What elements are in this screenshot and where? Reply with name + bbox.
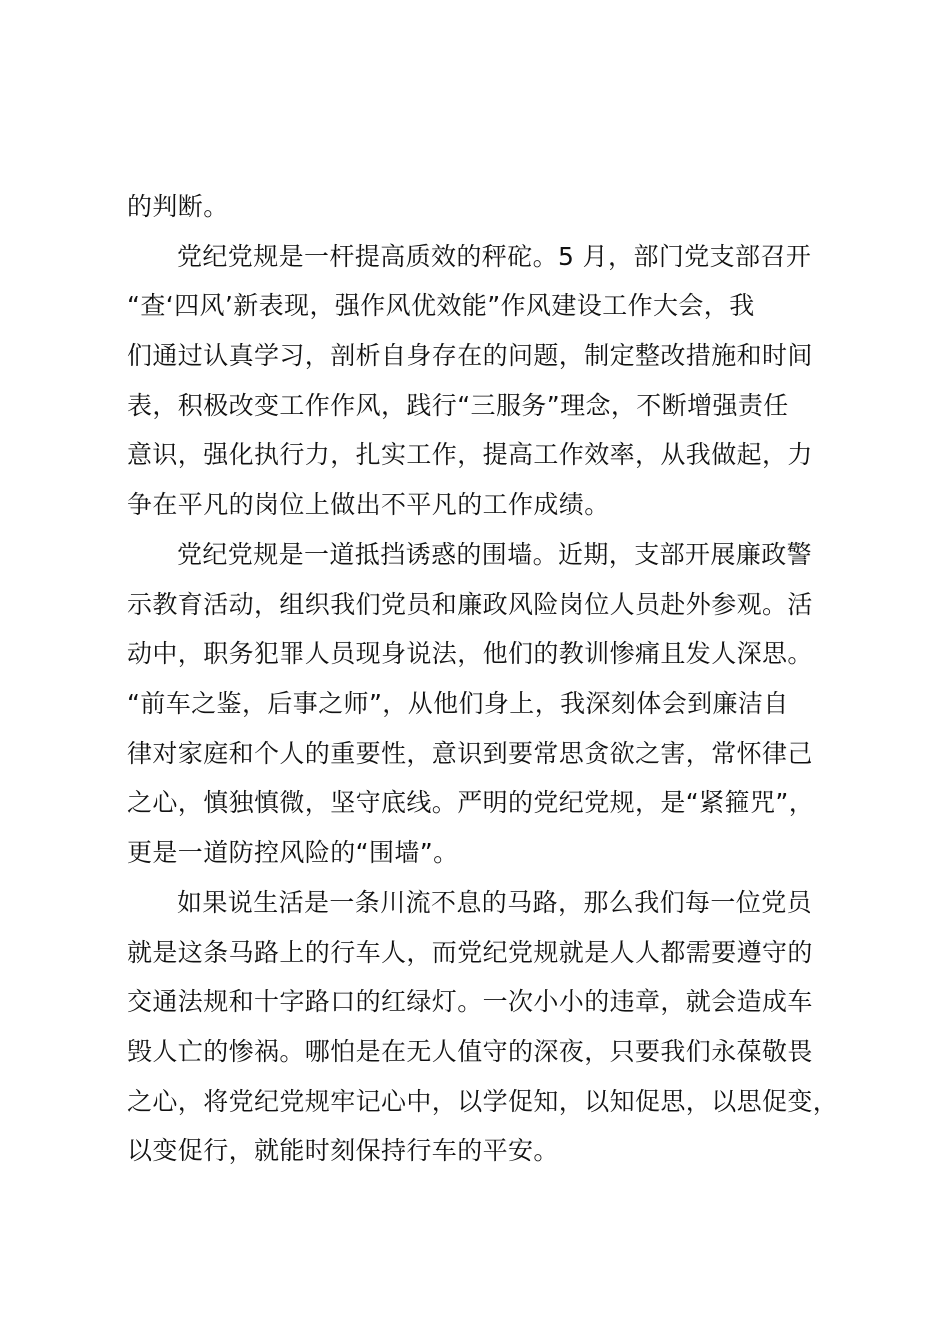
text-line: 争在平凡的岗位上做出不平凡的工作成绩。 xyxy=(127,490,610,519)
text-line: 表，积极改变工作作风，践行“三服务”理念，不断增强责任 xyxy=(127,391,789,420)
text-line: 就是这条马路上的行车人，而党纪党规就是人人都需要遵守的 xyxy=(127,938,813,967)
text-line: 律对家庭和个人的重要性，意识到要常思贪欲之害，常怀律己 xyxy=(127,739,813,768)
text-line: 们通过认真学习，剖析自身存在的问题，制定整改措施和时间 xyxy=(127,341,813,370)
text-line: 党纪党规是一道抵挡诱惑的围墙。近期，支部开展廉政警 xyxy=(177,540,813,569)
text-line: 如果说生活是一条川流不息的马路，那么我们每一位党员 xyxy=(177,888,813,917)
text-line: 毁人亡的惨祸。哪怕是在无人值守的深夜，只要我们永葆敬畏 xyxy=(127,1037,813,1066)
text-line: 党纪党规是一杆提高质效的秤砣。5 月，部门党支部召开 xyxy=(177,242,812,271)
text-line: 的判断。 xyxy=(127,192,229,221)
text-line: 交通法规和十字路口的红绿灯。一次小小的违章，就会造成车 xyxy=(127,987,813,1016)
text-line: 更是一道防控风险的“围墙”。 xyxy=(127,838,459,867)
text-line: 意识，强化执行力，扎实工作，提高工作效率，从我做起，力 xyxy=(127,440,813,469)
text-line: 示教育活动，组织我们党员和廉政风险岗位人员赴外参观。活 xyxy=(127,590,813,619)
text-line: 之心，将党纪党规牢记心中，以学促知，以知促思，以思促变， xyxy=(127,1087,839,1116)
text-line: 以变促行，就能时刻保持行车的平安。 xyxy=(127,1136,559,1165)
text-line: 动中，职务犯罪人员现身说法，他们的教训惨痛且发人深思。 xyxy=(127,639,813,668)
text-line: 之心，慎独慎微，坚守底线。严明的党纪党规，是“紧箍咒”， xyxy=(127,788,815,817)
text-line: “查‘四风’新表现，强作风优效能”作风建设工作大会，我 xyxy=(127,291,755,320)
text-line: “前车之鉴，后事之师”，从他们身上，我深刻体会到廉洁自 xyxy=(127,689,789,718)
